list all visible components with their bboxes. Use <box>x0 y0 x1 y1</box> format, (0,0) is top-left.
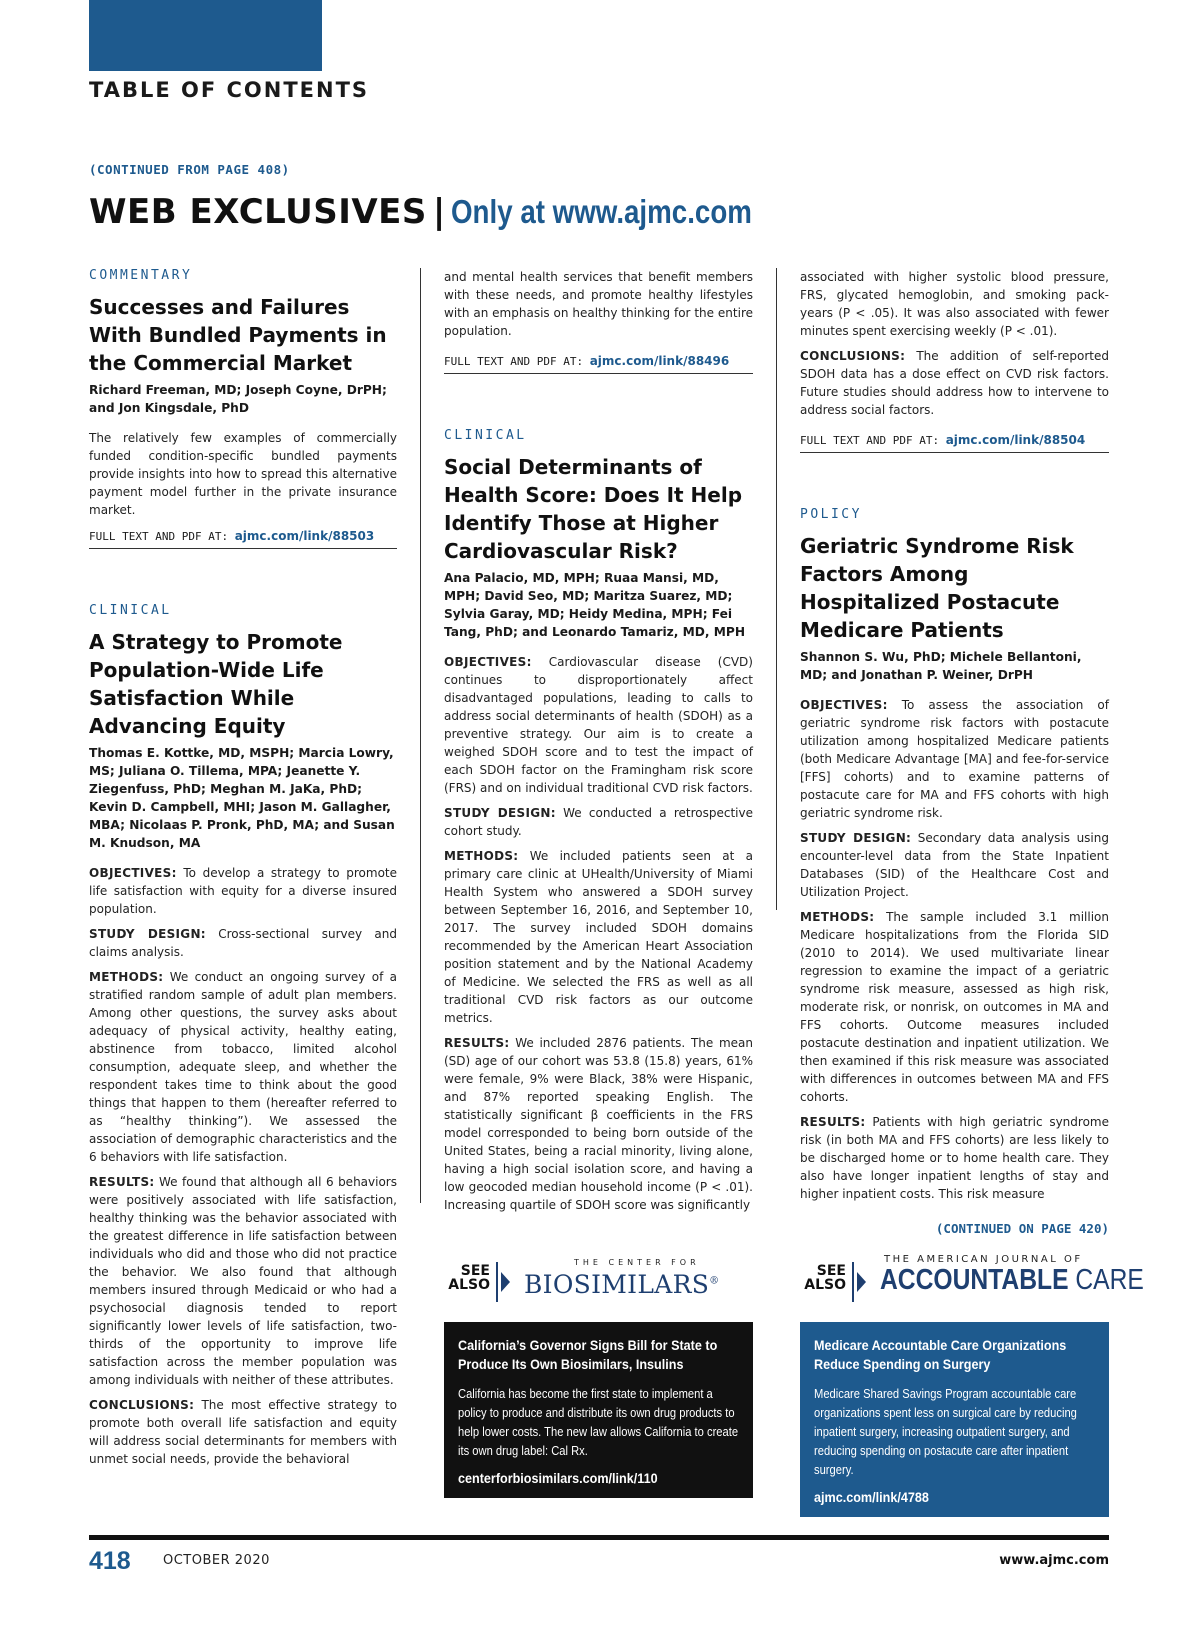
methods-label: METHODS: <box>89 970 164 984</box>
abstract-study-design <box>800 829 1109 901</box>
see-also-label <box>800 1264 846 1292</box>
column-2 <box>444 268 753 1221</box>
design-text: We conducted a retrospective cohort study. <box>444 806 753 838</box>
methods-text: The sample included 3.1 million Medicare hospitalizations from the Florida SID (2010 to 2014). We used multivariate linear regression to examine the impact of a geriatric syndrome risk measure, assessed as high risk, moderate risk, or nonrisk, on outcomes in MA and FFS cohorts. Outcome measures included postacute destination and inpatient utilization. We then examined if this risk measure was associated with differences in outcomes between MA and FFS cohorts. <box>800 910 1109 1104</box>
abstract-objectives <box>89 864 397 918</box>
also-text: ALSO <box>804 1277 846 1293</box>
results-label: RESULTS: <box>800 1115 866 1129</box>
page-number: 418 <box>89 1547 131 1575</box>
headline-separator: | <box>432 192 446 232</box>
section-label-clinical: CLINICAL <box>444 428 527 443</box>
abstract-results <box>89 1173 397 1389</box>
article-link[interactable]: ajmc.com/link/88503 <box>234 529 375 543</box>
conclusions-text: The addition of self-reported SDOH data has a dose effect on CVD risk factors. Future studies should address how to intervene to address social factors. <box>800 349 1109 417</box>
abstract-results <box>444 1034 753 1214</box>
brand-logo <box>880 1264 1144 1297</box>
section-label-clinical: CLINICAL <box>89 603 172 618</box>
abstract-results <box>800 1113 1109 1203</box>
column-divider <box>776 268 777 910</box>
promo-title[interactable]: California’s Governor Signs Bill for State to Produce Its Own Biosimilars, Insulins <box>458 1337 718 1372</box>
article-title[interactable]: Geriatric Syndrome Risk Factors Among Hospitalized Postacute Medicare Patients <box>800 534 1074 642</box>
see-text: SEE <box>816 1263 846 1279</box>
issue-date: OCTOBER 2020 <box>163 1553 270 1568</box>
page-headline <box>89 192 810 232</box>
promo-box <box>800 1322 1109 1517</box>
column-divider <box>420 268 421 1203</box>
results-label: RESULTS: <box>444 1036 510 1050</box>
article-title[interactable]: A Strategy to Promote Population-Wide Life Satisfaction While Advancing Equity <box>89 630 343 738</box>
article-link[interactable]: ajmc.com/link/88496 <box>589 354 730 368</box>
results-text: We included 2876 patients. The mean (SD) age of our cohort was 53.8 (15.8) years, 61% were female, 9% were Black, 38% were Hispanic, and 87% reported speaking English. The statistically significant β coefficients in the FRS model corresponded to being born outside of the United States, being a racial minority, living alone, having a high social isolation score, and having a low geocoded median household income (P < .01). Increasing quartile of SDOH score was significantly <box>444 1036 753 1212</box>
article-title[interactable]: Successes and Failures With Bundled Payments in the Commercial Market <box>89 295 387 375</box>
abstract-methods <box>89 968 397 1166</box>
abstract-objectives <box>800 696 1109 822</box>
promo-header <box>444 1250 753 1322</box>
column-3 <box>800 268 1109 1236</box>
abstract-conclusions-continued: and mental health services that benefit members with these needs, and promote healthy lifestyles with an emphasis on healthy thinking for the entire population. <box>444 270 753 338</box>
promo-biosimilars[interactable] <box>444 1250 753 1498</box>
site-url[interactable]: www.ajmc.com <box>999 1553 1109 1568</box>
conclusions-label: CONCLUSIONS: <box>89 1398 195 1412</box>
see-text: SEE <box>460 1263 490 1279</box>
abstract-conclusions <box>89 1396 397 1468</box>
design-text: Secondary data analysis using encounter-level data from the State Inpatient Databases (SID) of the Healthcare Cost and Utilization Project. <box>800 831 1109 899</box>
objectives-label: OBJECTIVES: <box>444 655 532 669</box>
fulltext-line <box>89 529 397 549</box>
methods-label: METHODS: <box>444 849 519 863</box>
abstract-results-continued: associated with higher systolic blood pressure, FRS, glycated hemoglobin, and smoking pack-years (P < .05). It was also associated with fewer minutes spent exercising weekly (P < .01). <box>800 270 1109 338</box>
article-authors: Ana Palacio, MD, MPH; Ruaa Mansi, MD, MPH; David Seo, MD; Maritza Suarez, MD; Sylvia Garay, MD; Heidy Medina, MPH; Fei Tang, PhD; and Leonardo Tamariz, MD, MPH <box>444 571 746 639</box>
brand-name-bold: ACCOUNTABLE <box>880 1264 1069 1296</box>
article-authors: Shannon S. Wu, PhD; Michele Bellantoni, MD; and Jonathan P. Weiner, DrPH <box>800 650 1082 682</box>
abstract-study-design <box>89 925 397 961</box>
promo-link[interactable]: centerforbiosimilars.com/link/110 <box>458 1470 658 1486</box>
fulltext-label: FULL TEXT AND PDF AT: <box>800 434 940 447</box>
promo-box <box>444 1322 753 1498</box>
article-summary: The relatively few examples of commercially funded condition-specific bundled payments provide insights into how to spread this alternative payment model further in the private insurance market. <box>89 431 397 517</box>
results-label: RESULTS: <box>89 1175 155 1189</box>
fulltext-line <box>800 433 1109 453</box>
headline-site: Only at www.ajmc.com <box>451 193 753 230</box>
see-also-label <box>444 1264 490 1292</box>
divider-bar <box>852 1262 854 1302</box>
also-text: ALSO <box>448 1277 490 1293</box>
conclusions-label: CONCLUSIONS: <box>800 349 906 363</box>
article-authors: Richard Freeman, MD; Joseph Coyne, DrPH; and Jon Kingsdale, PhD <box>89 383 387 415</box>
article-link[interactable]: ajmc.com/link/88504 <box>945 433 1086 447</box>
methods-label: METHODS: <box>800 910 875 924</box>
results-text: Patients with high geriatric syndrome risk (in both MA and FFS cohorts) are less likely to be discharged home or to home health care. They also have longer inpatient lengths of stay and higher inpatient costs. This risk measure <box>800 1115 1109 1201</box>
chevron-right-icon <box>857 1272 866 1292</box>
article-title[interactable]: Social Determinants of Health Score: Does It Help Identify Those at Higher Cardiovascular Risk? <box>444 455 743 563</box>
brand-name-thin: CARE <box>1075 1264 1144 1296</box>
design-text: Cross-sectional survey and claims analysis. <box>89 927 397 959</box>
conclusions-text: The most effective strategy to promote both overall life satisfaction and equity will address social determinants for members with unmet social needs, provide the behavioral <box>89 1398 397 1466</box>
objectives-label: OBJECTIVES: <box>800 698 888 712</box>
section-label-policy: POLICY <box>800 507 862 522</box>
brand-tagline: THE AMERICAN JOURNAL OF <box>884 1254 1083 1265</box>
abstract-methods <box>800 908 1109 1106</box>
brand-logo <box>524 1270 719 1299</box>
objectives-label: OBJECTIVES: <box>89 866 177 880</box>
brand-name: BIOSIMILARS <box>524 1270 710 1299</box>
methods-text: We conduct an ongoing survey of a stratified random sample of adult plan members. Among other questions, the survey asks about adequacy of physical activity, healthy eating, abstinence from tobacco, limited alcohol consumption, adequate sleep, and whether the respondent takes time to think about the good things that happen to them (hereafter referred to as “healthy thinking”). We assessed the association of demographic characteristics and the 6 behaviors with life satisfaction. <box>89 970 397 1164</box>
fulltext-label: FULL TEXT AND PDF AT: <box>444 355 584 368</box>
continued-from-note: (CONTINUED FROM PAGE 408) <box>89 162 290 177</box>
promo-link[interactable]: ajmc.com/link/4788 <box>814 1489 929 1505</box>
objectives-text: Cardiovascular disease (CVD) continues to disproportionately affect disadvantaged populations, leading to calls to address social determinants of health (SDOH) as a preventive strategy. Our aim is to create a weighed SDOH score and to test the impact of each SDOH factor on the Framingham risk score (FRS) and on individual traditional CVD risk factors. <box>444 655 753 795</box>
divider-bar <box>496 1262 498 1302</box>
fulltext-label: FULL TEXT AND PDF AT: <box>89 530 229 543</box>
design-label: STUDY DESIGN: <box>89 927 206 941</box>
design-label: STUDY DESIGN: <box>444 806 556 820</box>
header-color-block <box>89 0 322 71</box>
promo-header <box>800 1250 1144 1322</box>
registered-mark: ® <box>709 1275 720 1287</box>
article-authors: Thomas E. Kottke, MD, MSPH; Marcia Lowry, MS; Juliana O. Tillema, MPA; Jeanette Y. Ziegenfuss, PhD; Meghan M. JaKa, PhD; Kevin D. Campbell, MHI; Jason M. Gallagher, MBA; Nicolaas P. Pronk, PhD, MA; and Susan M. Knudson, MA <box>89 746 395 850</box>
section-title: TABLE OF CONTENTS <box>89 78 370 102</box>
continued-on-note: (CONTINUED ON PAGE 420) <box>935 1221 1109 1236</box>
objectives-text: To assess the association of geriatric syndrome risk factors with postacute utilization among hospitalized Medicare patients (both Medicare Advantage [MA] and fee-for-service [FFS] cohorts) and to examine patterns of postacute care for MA and FFS cohorts with high geriatric syndrome risk. <box>800 698 1109 820</box>
column-1 <box>89 268 397 1475</box>
results-text: We found that although all 6 behaviors were positively associated with life satisfaction, healthy thinking was the behavior associated with the greatest difference in life satisfaction between individuals who did and those who did not practice the behavior. We also found that although members insured through Medicaid or who had a psychosocial diagnosis tended to report significantly lower levels of life satisfaction, two-thirds of the opportunity to improve life satisfaction across the member population was among individuals with neither of these attributes. <box>89 1175 397 1387</box>
promo-body: Medicare Shared Savings Program accountable care organizations spent less on surgical care by reducing inpatient surgery, increasing outpatient surgery, and reducing spending on postacute care after inpatient surgery. <box>814 1386 1077 1477</box>
section-label-commentary: COMMENTARY <box>89 268 193 283</box>
chevron-right-icon <box>501 1272 510 1292</box>
abstract-conclusions <box>800 347 1109 419</box>
brand-tagline: THE CENTER FOR <box>574 1258 700 1267</box>
abstract-methods <box>444 847 753 1027</box>
abstract-objectives <box>444 653 753 797</box>
methods-text: We included patients seen at a primary care clinic at UHealth/University of Miami Health System who answered a SDOH survey between September 16, 2016, and September 10, 2017. The survey included SDOH domains recommended by the American Heart Association position statement and by the National Academy of Medicine. We selected the FRS as well as all traditional CVD risk factors as our outcome metrics. <box>444 849 753 1025</box>
objectives-text: To develop a strategy to promote life satisfaction with equity for a diverse insured population. <box>89 866 397 916</box>
footer-rule <box>89 1535 1109 1540</box>
fulltext-line <box>444 354 753 374</box>
promo-body: California has become the first state to implement a policy to produce and distribute its own drug products to help lower costs. The new law allows California to create its own drug label: Cal Rx. <box>458 1386 739 1458</box>
promo-accountable-care[interactable] <box>800 1250 1144 1517</box>
abstract-study-design <box>444 804 753 840</box>
promo-title[interactable]: Medicare Accountable Care Organizations Reduce Spending on Surgery <box>814 1337 1067 1372</box>
headline-main: WEB EXCLUSIVES <box>89 192 427 232</box>
design-label: STUDY DESIGN: <box>800 831 912 845</box>
